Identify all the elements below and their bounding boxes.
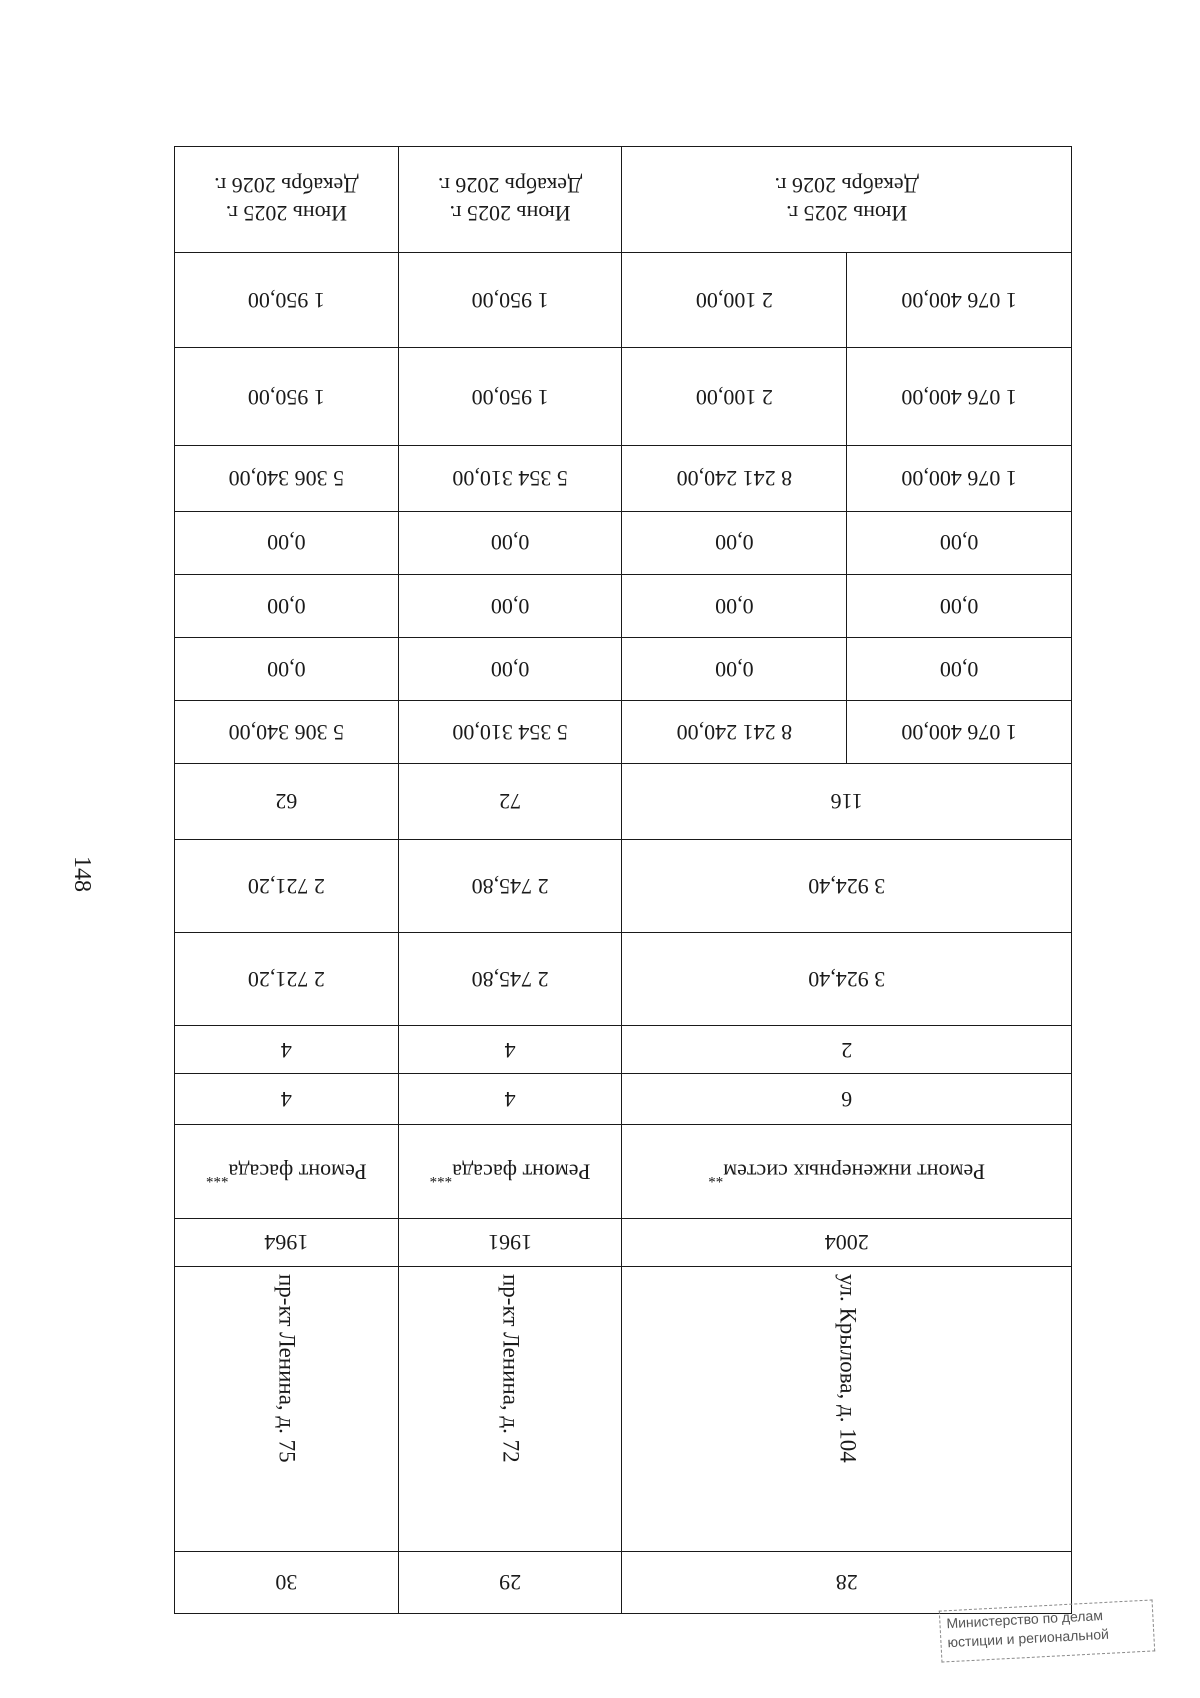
row-29-z2: 0,00: [398, 574, 622, 637]
row-29-z1: 0,00: [398, 637, 622, 700]
row-30-total: 5 306 340,00: [175, 701, 399, 764]
stamp-line-2: юстиции и региональной: [947, 1625, 1110, 1651]
row-28-z2-b: 0,00: [847, 574, 1072, 637]
row-28-c4: 3 924,40: [622, 840, 1072, 933]
row-29-c4: 2 745,80: [398, 840, 622, 933]
row-30-year: 1964: [175, 1218, 399, 1266]
row-29-c3: 2 745,80: [398, 932, 622, 1026]
row-30-c3: 2 721,20: [175, 932, 399, 1026]
row-28-z1-b: 0,00: [847, 637, 1072, 700]
row-28-c3: 3 924,40: [622, 932, 1072, 1026]
row-28-z3-b: 0,00: [847, 511, 1072, 574]
row-years: [175, 1218, 1072, 1266]
row-28-z3-a: 0,00: [622, 511, 847, 574]
row-z3: [175, 511, 1072, 574]
page-number: 148: [69, 856, 96, 892]
row-29-c5: 72: [398, 764, 622, 840]
row-28-unit2-a: 2 100,00: [622, 348, 847, 446]
row-unit2: [175, 348, 1072, 446]
ministry-stamp: [939, 1599, 1155, 1662]
row-30-z1: 0,00: [175, 637, 399, 700]
row-29-z3: 0,00: [398, 511, 622, 574]
row-30-z2: 0,00: [175, 574, 399, 637]
row-28-address: ул. Крылова, д. 104: [835, 1273, 861, 1463]
row-c2: [175, 1026, 1072, 1074]
row-28-year: 2004: [622, 1218, 1072, 1266]
row-29-c1: 4: [398, 1074, 622, 1125]
row-c3: [175, 932, 1072, 1026]
row-28-total-b: 1 076 400,00: [847, 701, 1072, 764]
row-28-z1-a: 0,00: [622, 637, 847, 700]
row-30-unit1: 1 950,00: [175, 252, 399, 348]
row-30-address: пр-кт Ленина, д. 75: [274, 1273, 300, 1463]
row-30-c2: 4: [175, 1026, 399, 1074]
row-numbers: [175, 1551, 1072, 1613]
row-28-unit2-b: 1 076 400,00: [847, 348, 1072, 446]
row-cost2: [175, 446, 1072, 511]
row-30-work: Ремонт фасада***: [175, 1125, 399, 1219]
row-c5: [175, 764, 1072, 840]
row-28-work: Ремонт инженерных систем**: [622, 1125, 1072, 1219]
row-29-address: пр-кт Ленина, д. 72: [498, 1273, 524, 1463]
row-28-unit1-b: 1 076 400,00: [847, 252, 1072, 348]
row-29-period: Июнь 2025 г. Декабрь 2026 г.: [398, 147, 622, 253]
row-30-unit2: 1 950,00: [175, 348, 399, 446]
row-28-total-a: 8 241 240,00: [622, 701, 847, 764]
row-28-unit1-a: 2 100,00: [622, 252, 847, 348]
program-table: [174, 146, 1072, 1614]
row-29-total: 5 354 310,00: [398, 701, 622, 764]
row-29-unit2: 1 950,00: [398, 348, 622, 446]
row-28-c5: 116: [622, 764, 1072, 840]
row-c1: [175, 1074, 1072, 1125]
row-z2: [175, 574, 1072, 637]
row-29-address-cell: [398, 1266, 622, 1551]
row-30-address-cell: [175, 1266, 399, 1551]
row-c4: [175, 840, 1072, 933]
row-30-c4: 2 721,20: [175, 840, 399, 933]
row-30-cost2: 5 306 340,00: [175, 446, 399, 511]
row-30-period: Июнь 2025 г. Декабрь 2026 г.: [175, 147, 399, 253]
stamp-line-1: Министерство по делам: [946, 1607, 1104, 1632]
row-30-c1: 4: [175, 1074, 399, 1125]
row-unit1: [175, 252, 1072, 348]
row-30-num: 30: [175, 1551, 399, 1613]
row-z1: [175, 637, 1072, 700]
row-29-work: Ремонт фасада***: [398, 1125, 622, 1219]
row-28-cost2-a: 8 241 240,00: [622, 446, 847, 511]
row-29-unit1: 1 950,00: [398, 252, 622, 348]
row-addresses: [175, 1266, 1072, 1551]
row-28-c1: 6: [622, 1074, 1072, 1125]
row-28-cost2-b: 1 076 400,00: [847, 446, 1072, 511]
row-29-cost2: 5 354 310,00: [398, 446, 622, 511]
row-28-period: Июнь 2025 г. Декабрь 2026 г.: [622, 147, 1072, 253]
row-28-c2: 2: [622, 1026, 1072, 1074]
row-29-c2: 4: [398, 1026, 622, 1074]
row-29-num: 29: [398, 1551, 622, 1613]
row-total: [175, 701, 1072, 764]
row-29-year: 1961: [398, 1218, 622, 1266]
row-periods: [175, 147, 1072, 253]
row-30-c5: 62: [175, 764, 399, 840]
program-table-rotated: [174, 146, 1072, 1614]
row-28-z2-a: 0,00: [622, 574, 847, 637]
row-28-address-cell: [622, 1266, 1072, 1551]
row-30-z3: 0,00: [175, 511, 399, 574]
row-28-num: 28: [622, 1551, 1072, 1613]
row-works: [175, 1125, 1072, 1219]
